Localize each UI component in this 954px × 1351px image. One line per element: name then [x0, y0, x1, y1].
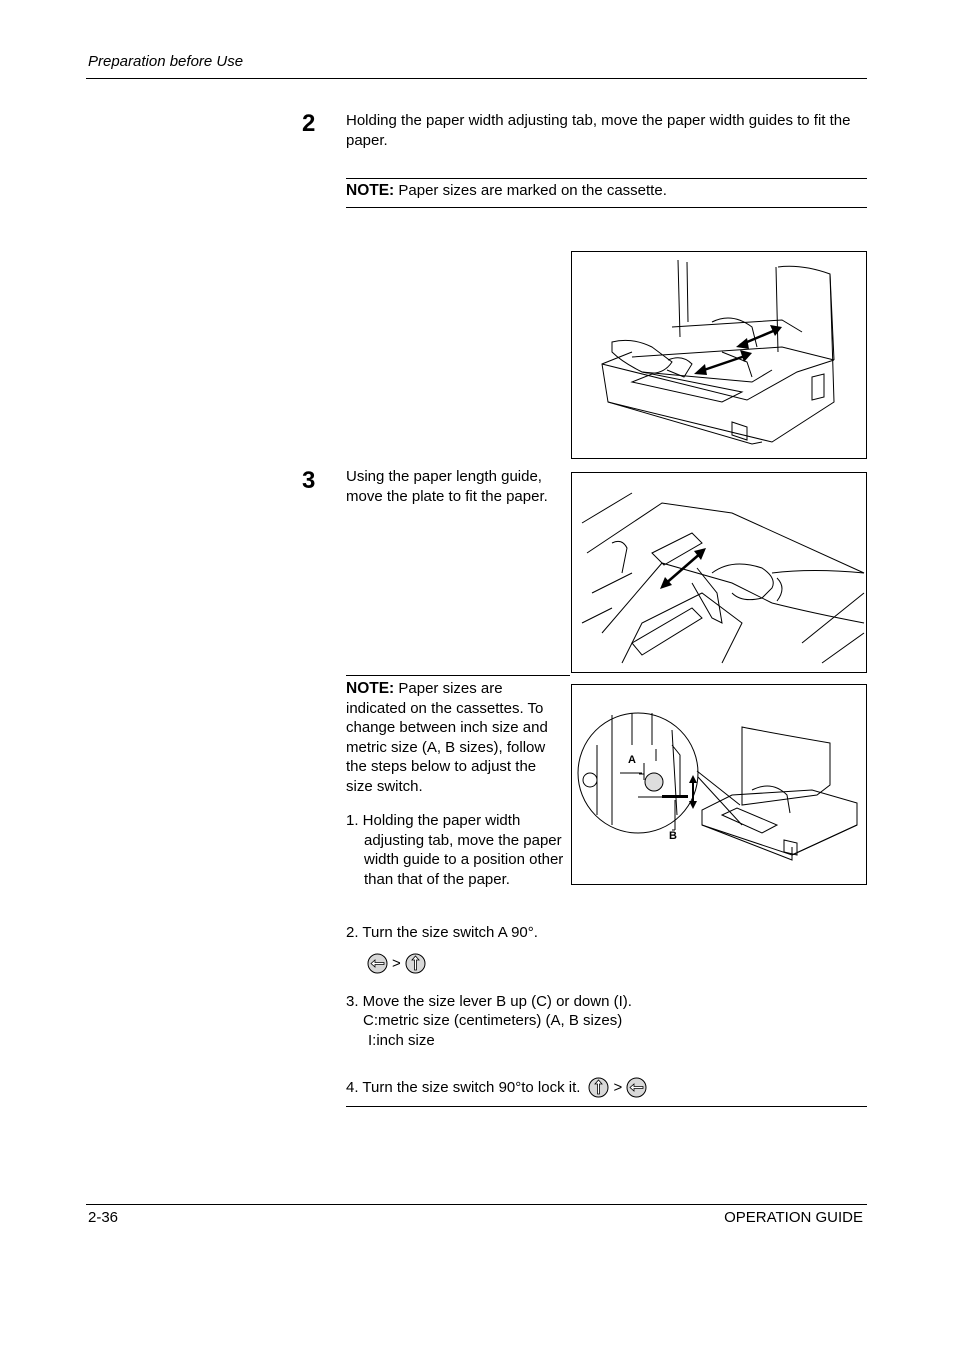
- list-item-3-metric: C:metric size (centimeters) (A, B sizes): [363, 1012, 623, 1029]
- running-header: Preparation before Use: [88, 53, 244, 70]
- list-item-3: 3. Move the size lever B up (C) or down (I).: [346, 993, 632, 1010]
- footer-rule: [86, 1204, 867, 1205]
- sequence-arrow: >: [613, 1078, 623, 1096]
- cassette-width-illustration: [572, 252, 865, 457]
- list-item-4: 4. Turn the size switch 90°to lock it.: [346, 1078, 581, 1096]
- size-switch-illustration: [572, 685, 865, 883]
- figure-size-switch: [571, 684, 867, 885]
- switch-vertical-icon: [405, 953, 426, 974]
- step-3-instruction: Using the paper length guide, move the plate to fit the paper.: [346, 468, 548, 505]
- size-lever-marker: [662, 795, 688, 798]
- note-rule-top: [346, 178, 867, 179]
- step-2-note: [346, 181, 866, 201]
- figure-width-guides: [571, 251, 867, 459]
- step-number-3: 3: [302, 467, 316, 494]
- list-item-2: 2. Turn the size switch A 90°.: [346, 924, 538, 941]
- sequence-arrow: >: [392, 954, 401, 972]
- lever-label-b: B: [669, 830, 677, 842]
- figure-length-guide: [571, 472, 867, 673]
- note-text: Paper sizes are marked on the cassette.: [394, 182, 667, 199]
- step-2-instruction: Holding the paper width adjusting tab, move the paper width guides to fit the paper.: [346, 112, 851, 149]
- note-label-step3: NOTE:: [346, 680, 395, 697]
- note-rule-step3: [346, 675, 570, 676]
- switch-horizontal-icon: [367, 953, 388, 974]
- list-item-3-inch: I:inch size: [368, 1032, 435, 1049]
- switch-vertical-icon: [588, 1077, 609, 1098]
- list-item-1: 1. Holding the paper width adjusting tab, move the paper width guide to a position other than that of the paper.: [346, 812, 564, 888]
- step-number-2: 2: [302, 110, 316, 137]
- note-text-step3: Paper sizes are indicated on the cassettes. To change between inch size and metric size (A, B sizes), follow the steps below to adjust the size switch.: [346, 680, 548, 795]
- note-label: NOTE:: [346, 182, 395, 199]
- guide-title: OPERATION GUIDE: [724, 1209, 863, 1226]
- list-item-4-row: [346, 1076, 647, 1098]
- switch-horizontal-icon: [626, 1077, 647, 1098]
- page-number: 2-36: [88, 1209, 119, 1226]
- note-rule-bottom: [346, 207, 867, 208]
- length-guide-illustration: [572, 473, 865, 671]
- header-rule: [86, 78, 867, 79]
- switch-label-a: A: [628, 754, 636, 766]
- section-end-rule: [346, 1106, 867, 1107]
- step-3-note: [346, 679, 562, 796]
- switch-rotation-sequence: [367, 952, 426, 974]
